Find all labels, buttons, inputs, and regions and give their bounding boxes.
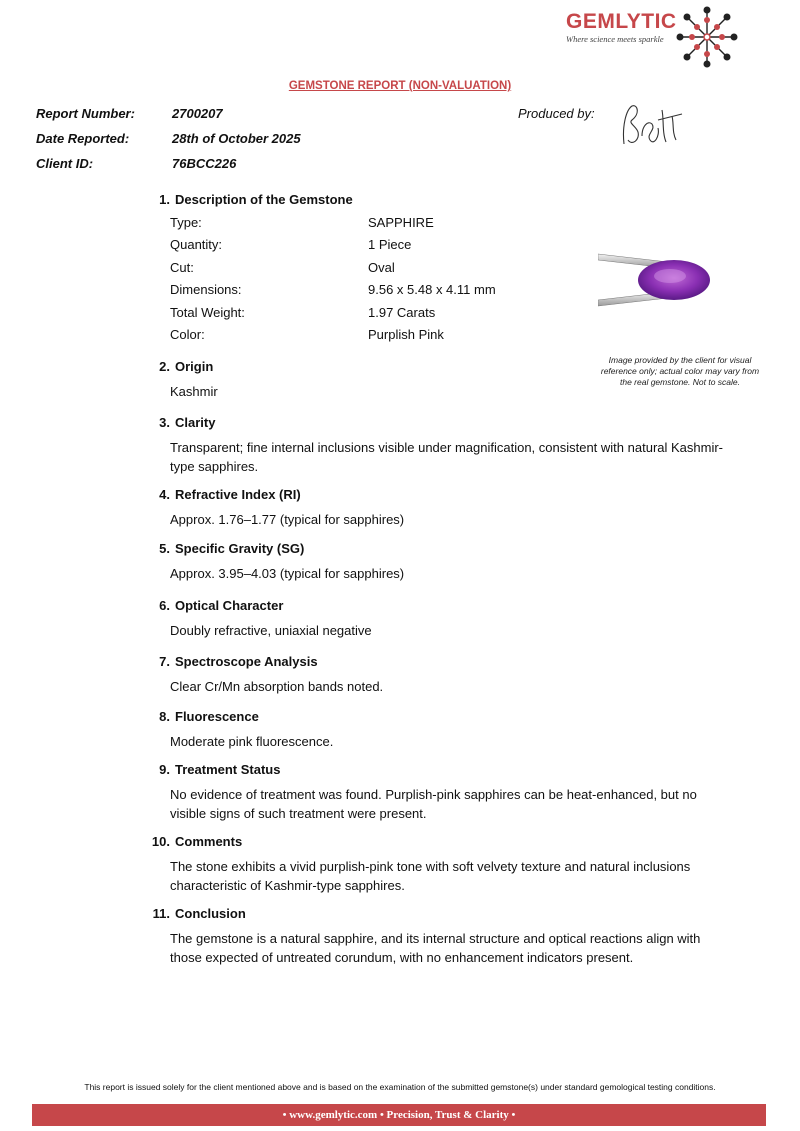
section-number: 7.	[159, 654, 170, 669]
footer-bar: • www.gemlytic.com • Precision, Trust & Clarity •	[32, 1104, 766, 1126]
meta-value: 2700207	[172, 106, 223, 121]
brand-tagline: Where science meets sparkle	[566, 34, 664, 44]
desc-key: Dimensions:	[170, 282, 242, 297]
section-title: Optical Character	[175, 598, 284, 613]
section-number: 5.	[159, 541, 170, 556]
section-title: Clarity	[175, 415, 216, 430]
section-title: Specific Gravity (SG)	[175, 541, 305, 556]
desc-key: Type:	[170, 215, 202, 230]
section-body: Kashmir	[170, 384, 218, 399]
desc-key: Total Weight:	[170, 305, 245, 320]
gemstone-image	[598, 246, 714, 314]
section-title: Conclusion	[175, 906, 246, 921]
section-body: Transparent; fine internal inclusions visible under magnification, consistent with natural Kashmir-type sapphires.	[170, 440, 724, 474]
desc-value: 9.56 x 5.48 x 4.11 mm	[368, 282, 496, 297]
section-title: Spectroscope Analysis	[175, 654, 318, 669]
produced-by-label: Produced by:	[518, 106, 595, 121]
footer-disclaimer: This report is issued solely for the client mentioned above and is based on the examination of the submitted gemstone(s) under standard gemological testing conditions.	[84, 1082, 716, 1092]
section-title: Refractive Index (RI)	[175, 487, 301, 502]
meta-label: Client ID:	[36, 156, 94, 171]
section-body: Approx. 1.76–1.77 (typical for sapphires)	[170, 512, 405, 527]
section-title: Fluorescence	[175, 709, 259, 724]
desc-value: Purplish Pink	[368, 327, 444, 342]
section-number: 6.	[159, 598, 170, 613]
meta-value: 76BCC226	[172, 156, 237, 171]
meta-label: Report Number:	[36, 106, 135, 121]
section-body: Doubly refractive, uniaxial negative	[170, 623, 372, 638]
section-title: Treatment Status	[175, 762, 281, 777]
section-body: The stone exhibits a vivid purplish-pink tone with soft velvety texture and natural inclusions characteristic of Kashmir-type sapphires.	[170, 859, 691, 893]
section-title: Description of the Gemstone	[175, 192, 353, 207]
desc-key: Cut:	[170, 260, 194, 275]
image-caption: Image provided by the client for visual reference only; actual color may vary from the real gemstone. Not to scale.	[600, 355, 760, 387]
molecule-logo-icon	[672, 6, 742, 68]
section-body: Moderate pink fluorescence.	[170, 734, 334, 749]
section-title: Origin	[175, 359, 214, 374]
section-body: No evidence of treatment was found. Purplish-pink sapphires can be heat-enhanced, but no visible signs of such treatment were present.	[170, 787, 697, 821]
brand-logo	[560, 6, 790, 66]
desc-key: Color:	[170, 327, 205, 342]
meta-value: 28th of October 2025	[172, 131, 301, 146]
section-number: 10.	[151, 834, 170, 849]
meta-label: Date Reported:	[36, 131, 130, 146]
brand-name: GEMLYTIC	[566, 10, 677, 33]
section-body: Approx. 3.95–4.03 (typical for sapphires)	[170, 566, 405, 581]
desc-key: Quantity:	[170, 237, 223, 252]
section-number: 11.	[152, 906, 170, 921]
section-body: The gemstone is a natural sapphire, and its internal structure and optical reactions align with those expected of untreated corundum, with no enhancement indicators present.	[170, 931, 701, 965]
desc-value: Oval	[368, 260, 395, 275]
section-body: Clear Cr/Mn absorption bands noted.	[170, 679, 384, 694]
section-number: 4.	[159, 487, 170, 502]
section-number: 2.	[159, 359, 170, 374]
section-number: 3.	[159, 415, 170, 430]
section-number: 1.	[159, 192, 170, 207]
desc-value: SAPPHIRE	[368, 215, 434, 230]
section-number: 8.	[159, 709, 170, 724]
section-number: 9.	[159, 762, 170, 777]
desc-value: 1.97 Carats	[368, 305, 436, 320]
section-title: Comments	[175, 834, 243, 849]
desc-value: 1 Piece	[368, 237, 412, 252]
report-title: GEMSTONE REPORT (NON-VALUATION)	[288, 80, 512, 92]
handwritten-signature	[612, 96, 692, 156]
